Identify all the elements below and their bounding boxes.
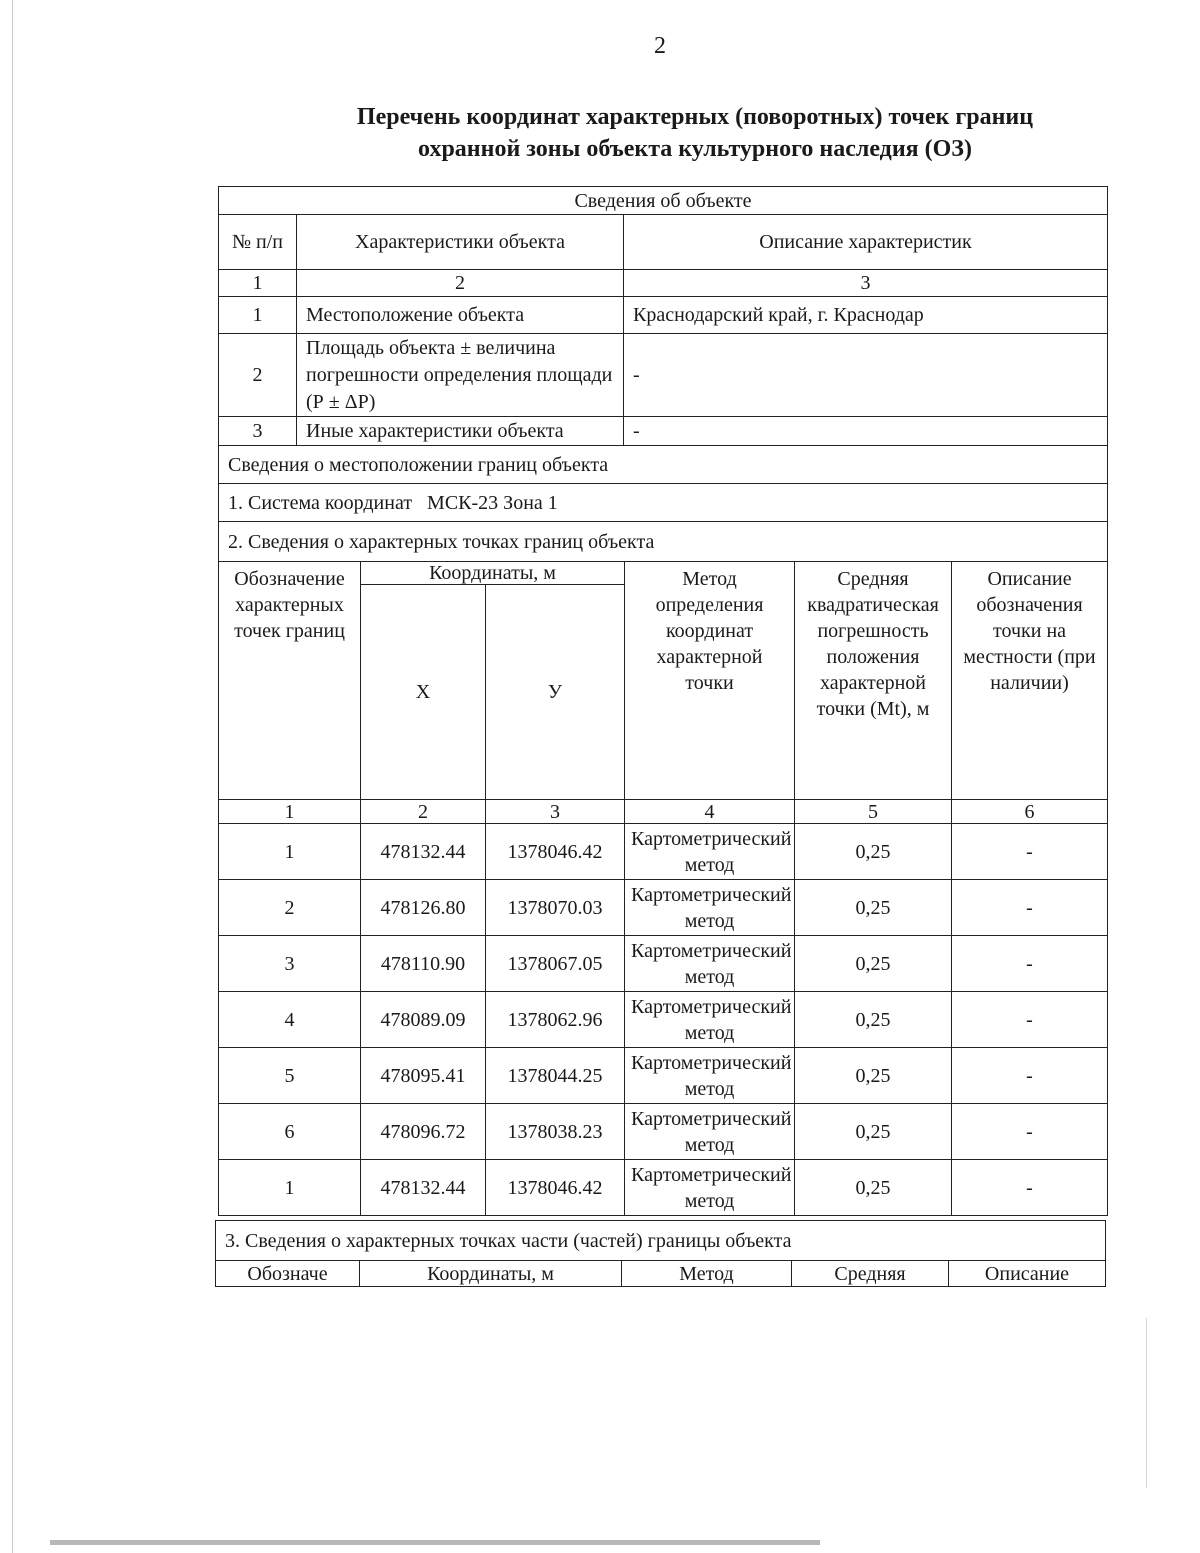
parts-header: 3. Сведения о характерных точках части (частей) границы объекта <box>216 1221 1106 1261</box>
header-point-description: Описание обозначения точки на местности (при наличии) <box>952 562 1108 800</box>
point-description: - <box>952 1104 1108 1160</box>
parts-header-coordinates: Координаты, м <box>360 1261 622 1287</box>
table-row <box>219 992 1108 1048</box>
point-method: Картометрический метод <box>625 824 795 880</box>
header-designation: Обозначение характерных точек границ <box>219 562 361 800</box>
parts-header-method: Метод <box>622 1261 792 1287</box>
header-number: № п/п <box>219 215 297 270</box>
point-error: 0,25 <box>795 1048 952 1104</box>
point-id: 3 <box>219 936 361 992</box>
col-number-3: 3 <box>624 270 1108 297</box>
point-id: 2 <box>219 880 361 936</box>
point-y: 1378062.96 <box>486 992 625 1048</box>
point-x: 478132.44 <box>361 824 486 880</box>
row-name: Площадь объекта ± величина погрешности определения площади (Р ± ΔР) <box>297 334 624 417</box>
scan-edge-left <box>12 0 13 1553</box>
row-name: Иные характеристики объекта <box>297 417 624 446</box>
document-title-line-1: Перечень координат характерных (поворотных) точек границ <box>356 104 1034 130</box>
table-row <box>219 824 1108 880</box>
col-number: 3 <box>486 800 625 824</box>
table-row <box>219 936 1108 992</box>
point-description: - <box>952 824 1108 880</box>
parts-header-designation: Обозначе <box>216 1261 360 1287</box>
point-id: 6 <box>219 1104 361 1160</box>
point-method: Картометрический метод <box>625 936 795 992</box>
points-header: 2. Сведения о характерных точках границ объекта <box>219 522 1108 562</box>
object-info-table <box>218 186 1108 562</box>
point-y: 1378038.23 <box>486 1104 625 1160</box>
point-error: 0,25 <box>795 824 952 880</box>
table-row <box>219 880 1108 936</box>
point-id: 1 <box>219 1160 361 1216</box>
point-y: 1378046.42 <box>486 824 625 880</box>
point-id: 1 <box>219 824 361 880</box>
point-description: - <box>952 1160 1108 1216</box>
row-value: - <box>624 334 1108 417</box>
col-number: 5 <box>795 800 952 824</box>
row-number: 3 <box>219 417 297 446</box>
parts-header-error: Средняя <box>792 1261 949 1287</box>
point-y: 1378044.25 <box>486 1048 625 1104</box>
header-error: Средняя квадратическая погрешность положения характерной точки (Mt), м <box>795 562 952 800</box>
point-method: Картометрический метод <box>625 1048 795 1104</box>
table-row <box>219 1160 1108 1216</box>
point-error: 0,25 <box>795 1104 952 1160</box>
col-number-1: 1 <box>219 270 297 297</box>
point-description: - <box>952 880 1108 936</box>
scan-edge-right <box>1146 1318 1147 1488</box>
table-row <box>219 1048 1108 1104</box>
page-number: 2 <box>654 33 666 59</box>
point-method: Картометрический метод <box>625 1104 795 1160</box>
point-error: 0,25 <box>795 880 952 936</box>
boundary-parts-table <box>215 1220 1106 1287</box>
row-number: 1 <box>219 297 297 334</box>
header-description: Описание характеристик <box>624 215 1108 270</box>
document-title-line-2: охранной зоны объекта культурного наследия (ОЗ) <box>418 136 972 162</box>
row-name: Местоположение объекта <box>297 297 624 334</box>
point-y: 1378046.42 <box>486 1160 625 1216</box>
point-id: 4 <box>219 992 361 1048</box>
document-title <box>300 101 1090 165</box>
point-error: 0,25 <box>795 992 952 1048</box>
location-header: Сведения о местоположении границ объекта <box>219 446 1108 484</box>
point-y: 1378070.03 <box>486 880 625 936</box>
header-method: Метод определения координат характерной точки <box>625 562 795 800</box>
point-error: 0,25 <box>795 1160 952 1216</box>
point-x: 478132.44 <box>361 1160 486 1216</box>
point-x: 478095.41 <box>361 1048 486 1104</box>
point-description: - <box>952 1048 1108 1104</box>
row-value: - <box>624 417 1108 446</box>
header-coordinates: Координаты, м <box>361 562 625 585</box>
point-method: Картометрический метод <box>625 1160 795 1216</box>
section-header-object: Сведения об объекте <box>219 187 1108 215</box>
parts-header-description: Описание <box>949 1261 1106 1287</box>
point-method: Картометрический метод <box>625 880 795 936</box>
point-rows <box>219 824 1108 1216</box>
scan-edge-bottom <box>50 1540 820 1545</box>
point-description: - <box>952 992 1108 1048</box>
point-y: 1378067.05 <box>486 936 625 992</box>
col-number: 6 <box>952 800 1108 824</box>
col-number-2: 2 <box>297 270 624 297</box>
col-number: 2 <box>361 800 486 824</box>
header-y: У <box>486 585 625 800</box>
point-x: 478126.80 <box>361 880 486 936</box>
boundary-points-table <box>218 561 1108 1216</box>
point-x: 478096.72 <box>361 1104 486 1160</box>
point-error: 0,25 <box>795 936 952 992</box>
table-row <box>219 1104 1108 1160</box>
coordinate-system: 1. Система координат МСК-23 Зона 1 <box>219 484 1108 522</box>
col-number: 1 <box>219 800 361 824</box>
point-id: 5 <box>219 1048 361 1104</box>
header-characteristics: Характеристики объекта <box>297 215 624 270</box>
row-number: 2 <box>219 334 297 417</box>
point-method: Картометрический метод <box>625 992 795 1048</box>
col-number: 4 <box>625 800 795 824</box>
point-x: 478089.09 <box>361 992 486 1048</box>
point-description: - <box>952 936 1108 992</box>
point-x: 478110.90 <box>361 936 486 992</box>
header-x: Х <box>361 585 486 800</box>
row-value: Краснодарский край, г. Краснодар <box>624 297 1108 334</box>
